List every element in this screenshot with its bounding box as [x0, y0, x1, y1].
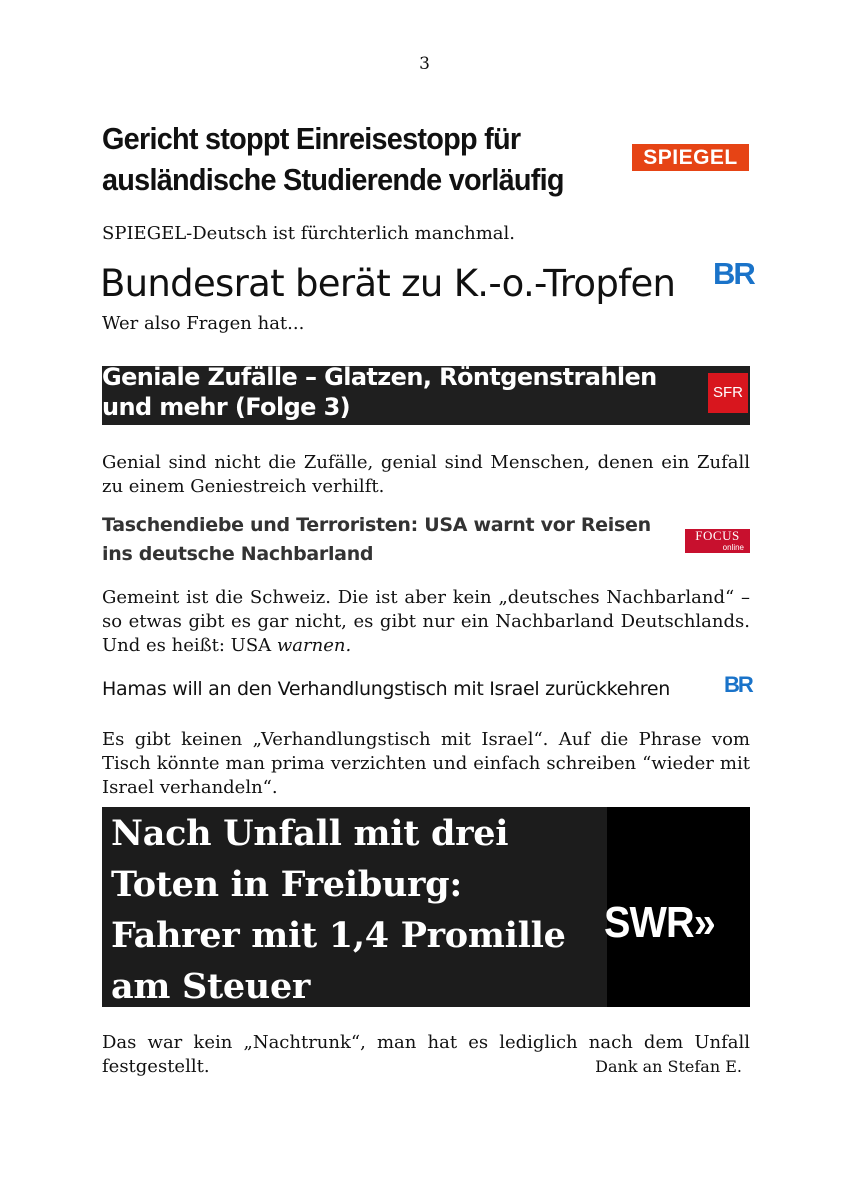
comment-focus [102, 586, 750, 658]
comment-srf: Genial sind nicht die Zufälle, genial sind Menschen, denen ein Zufall zu einem Geniestreich verhilft. [102, 452, 750, 497]
headline-swr-line: am Steuer [111, 966, 311, 1007]
headline-focus: Taschendiebe und Terroristen: USA warnt vor Reisen ins deutsche Nachbarland [102, 514, 651, 565]
comment-focus-emphasis: warnen. [276, 635, 352, 656]
focus-logo-subtext: online [722, 543, 744, 552]
comment-swr [102, 1031, 750, 1079]
comment-br-hamas: Es gibt keinen „Verhandlungstisch mit Israel“. Auf die Phrase vom Tisch könnte man prima verzichten und einfach schreiben “wieder mit Israel verhandeln“. [102, 729, 750, 798]
headline-br-bundesrat: Bundesrat berät zu K.-o.-Tropfen [100, 262, 676, 305]
double-chevron-right-icon: » [693, 898, 707, 947]
credit-note: Dank an Stefan E. [595, 1057, 742, 1076]
focus-online-logo-icon [685, 529, 750, 553]
headline-swr [111, 808, 611, 1012]
headline-br-hamas: Hamas will an den Verhandlungstisch mit Israel zurückkehren [102, 678, 670, 700]
spiegel-logo-icon: SPIEGEL [632, 144, 749, 171]
srf-logo-icon: SFR [708, 373, 748, 413]
comment-focus-text: Gemeint ist die Schweiz. Die ist aber kein „deutsches Nachbarland“ – so etwas gibt es gar nicht, es gibt nur ein Nachbarland Deutschlands. Und es heißt: USA [102, 587, 750, 656]
headline-swr-line: Fahrer mit 1,4 Promille [111, 915, 566, 956]
br-logo-icon: BR [724, 672, 752, 697]
headline-swr-line: Toten in Freiburg: [111, 864, 462, 905]
page-number: 3 [419, 54, 430, 74]
comment-br-bundesrat: Wer also Fragen hat... [102, 313, 305, 334]
comment-spiegel: SPIEGEL-Deutsch ist fürchterlich manchmal. [102, 223, 516, 244]
headline-spiegel: Gericht stoppt Einreisestopp für ausländische Studierende vorläufig [102, 121, 564, 197]
br-logo-icon: BR [713, 256, 754, 291]
headline-srf: Geniale Zufälle – Glatzen, Röntgenstrahlen und mehr (Folge 3) [102, 363, 657, 421]
swr-logo-text: SWR [604, 898, 694, 947]
headline-swr-line: Nach Unfall mit drei [111, 813, 509, 854]
comment-swr-text: Das war kein „Nachtrunk“, man hat es lediglich nach dem Unfall festgestellt. [102, 1032, 750, 1077]
swr-logo-icon [604, 898, 707, 948]
focus-logo-text: FOCUS [695, 528, 740, 543]
